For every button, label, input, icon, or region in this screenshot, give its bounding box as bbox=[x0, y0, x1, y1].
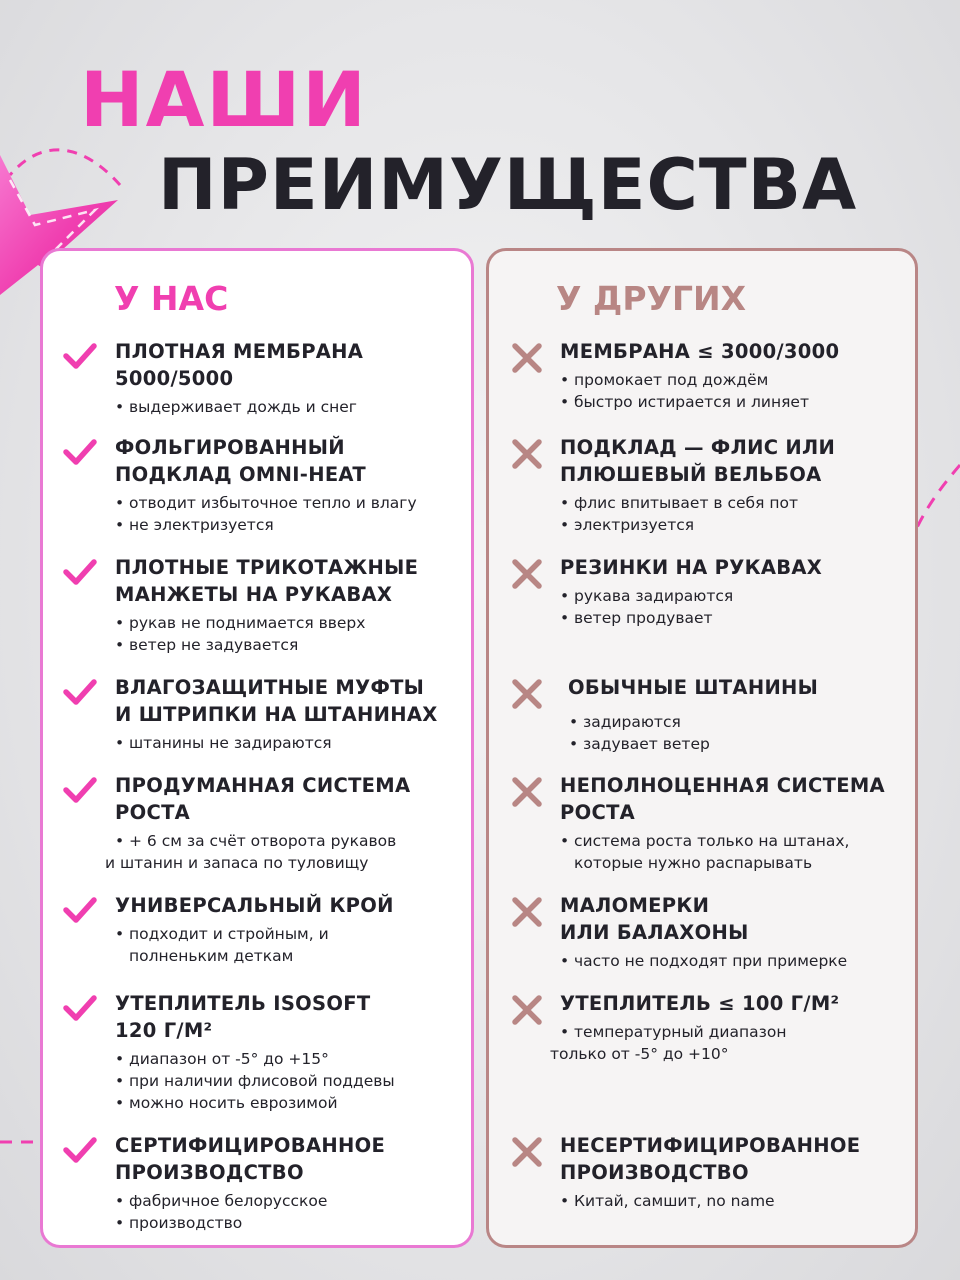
ours-item bbox=[60, 554, 468, 656]
bullet-text: • Китай, самшит, no name bbox=[560, 1190, 915, 1212]
cross-icon bbox=[507, 674, 547, 714]
bullet-text: которые нужно распарывать bbox=[574, 854, 813, 872]
others-item bbox=[505, 674, 915, 755]
item-title-line: 120 Г/М² bbox=[115, 1019, 213, 1042]
bullet-text: • не электризуется bbox=[115, 514, 468, 536]
ours-item bbox=[60, 434, 468, 536]
ours-item bbox=[60, 1132, 468, 1234]
item-title-line: ИЛИ БАЛАХОНЫ bbox=[560, 921, 749, 944]
others-item bbox=[505, 772, 915, 874]
check-icon bbox=[60, 770, 100, 810]
item-title-line: МАНЖЕТЫ НА РУКАВАХ bbox=[115, 583, 393, 606]
check-icon bbox=[60, 672, 100, 712]
others-item bbox=[505, 892, 915, 972]
bullet-text: • при наличии флисовой поддевы bbox=[115, 1070, 468, 1092]
item-title-line: ПРОИЗВОДСТВО bbox=[560, 1161, 749, 1184]
item-title-line: РЕЗИНКИ НА РУКАВАХ bbox=[560, 556, 823, 579]
bullet-text: • электризуется bbox=[560, 514, 915, 536]
item-title-line: И ШТРИПКИ НА ШТАНИНАХ bbox=[115, 703, 438, 726]
check-icon bbox=[60, 432, 100, 472]
bullet-text: • выдерживает дождь и снег bbox=[115, 396, 468, 418]
bullet-text: • отводит избыточное тепло и влагу bbox=[115, 492, 468, 514]
bullet-text: • фабричное белорусское bbox=[115, 1190, 468, 1212]
bullet-text: • часто не подходят при примерке bbox=[560, 950, 915, 972]
others-item bbox=[505, 990, 915, 1065]
bullet-text: • задувает ветер bbox=[569, 733, 915, 755]
item-title-line: ОБЫЧНЫЕ ШТАНИНЫ bbox=[568, 676, 819, 699]
bullet-text: • флис впитывает в себя пот bbox=[560, 492, 915, 514]
item-title-line: НЕПОЛНОЦЕННАЯ СИСТЕМА bbox=[560, 774, 885, 797]
item-title-line: МЕМБРАНА ≤ 3000/3000 bbox=[560, 340, 840, 363]
cross-icon bbox=[507, 338, 547, 378]
dashed-trail-top bbox=[10, 150, 120, 185]
ours-item bbox=[60, 892, 468, 967]
item-title-line: СЕРТИФИЦИРОВАННОЕ bbox=[115, 1134, 386, 1157]
cross-icon bbox=[507, 772, 547, 812]
others-heading: У ДРУГИХ bbox=[556, 279, 747, 318]
bullet-text: • быстро истирается и линяет bbox=[560, 391, 915, 413]
item-title-line: ПЛОТНАЯ МЕМБРАНА bbox=[115, 340, 364, 363]
bullet-text: полненьким деткам bbox=[129, 947, 294, 965]
item-title-line: МАЛОМЕРКИ bbox=[560, 894, 710, 917]
ours-item bbox=[60, 772, 468, 874]
item-title-line: РОСТА bbox=[560, 801, 636, 824]
bullet-text: • подходит и стройным, и bbox=[115, 923, 468, 945]
bullet-text: • диапазон от -5° до +15° bbox=[115, 1048, 468, 1070]
bullet-text: • можно носить еврозимой bbox=[115, 1092, 468, 1114]
cross-icon bbox=[507, 892, 547, 932]
item-title-line: ПРОИЗВОДСТВО bbox=[115, 1161, 304, 1184]
item-title-line: РОСТА bbox=[115, 801, 191, 824]
others-item bbox=[505, 338, 915, 413]
others-item bbox=[505, 554, 915, 629]
ours-item bbox=[60, 674, 468, 754]
item-title-line: ПЛЮШЕВЫЙ ВЕЛЬБОА bbox=[560, 463, 822, 486]
item-title-line: УТЕПЛИТЕЛЬ ≤ 100 Г/М² bbox=[560, 992, 840, 1015]
cross-icon bbox=[507, 990, 547, 1030]
check-icon bbox=[60, 1130, 100, 1170]
bullet-text: • ветер продувает bbox=[560, 607, 915, 629]
bullet-text: • ветер не задувается bbox=[115, 634, 468, 656]
bullet-text: • штанины не задираются bbox=[115, 732, 468, 754]
others-item bbox=[505, 1132, 915, 1212]
item-title-line: НЕСЕРТИФИЦИРОВАННОЕ bbox=[560, 1134, 861, 1157]
item-title-line: ФОЛЬГИРОВАННЫЙ bbox=[115, 436, 345, 459]
bullet-text: • производство bbox=[115, 1212, 468, 1234]
cross-icon bbox=[507, 554, 547, 594]
cross-icon bbox=[507, 1132, 547, 1172]
item-title-line: УНИВЕРСАЛЬНЫЙ КРОЙ bbox=[115, 894, 394, 917]
bullet-text: • рукава задираются bbox=[560, 585, 915, 607]
ours-item bbox=[60, 990, 468, 1114]
bullet-text: • температурный диапазон bbox=[560, 1021, 915, 1043]
check-icon bbox=[60, 988, 100, 1028]
item-title-line: ПОДКЛАД OMNI-HEAT bbox=[115, 463, 366, 486]
item-title-line: 5000/5000 bbox=[115, 367, 234, 390]
bullet-text: • промокает под дождём bbox=[560, 369, 915, 391]
check-icon bbox=[60, 336, 100, 376]
item-title-line: ПОДКЛАД — ФЛИС ИЛИ bbox=[560, 436, 836, 459]
page-title-line-1: НАШИ bbox=[80, 55, 368, 144]
item-title-line: ПЛОТНЫЕ ТРИКОТАЖНЫЕ bbox=[115, 556, 419, 579]
bullet-text: только от -5° до +10° bbox=[550, 1045, 729, 1063]
item-title-line: ПРОДУМАННАЯ СИСТЕМА bbox=[115, 774, 411, 797]
check-icon bbox=[60, 890, 100, 930]
page-title-line-2: ПРЕИМУЩЕСТВА bbox=[158, 144, 858, 226]
bullet-text: • задираются bbox=[569, 711, 915, 733]
item-title-line: ВЛАГОЗАЩИТНЫЕ МУФТЫ bbox=[115, 676, 425, 699]
cross-icon bbox=[507, 434, 547, 474]
bullet-text: • система роста только на штанах, bbox=[560, 830, 915, 852]
bullet-text: • рукав не поднимается вверх bbox=[115, 612, 468, 634]
others-item bbox=[505, 434, 915, 536]
check-icon bbox=[60, 552, 100, 592]
ours-item bbox=[60, 338, 468, 418]
ours-heading: У НАС bbox=[114, 279, 229, 318]
item-title-line: УТЕПЛИТЕЛЬ ISOSOFT bbox=[115, 992, 371, 1015]
bullet-text: • + 6 см за счёт отворота рукавов bbox=[115, 830, 468, 852]
bullet-text: и штанин и запаса по туловищу bbox=[105, 854, 369, 872]
